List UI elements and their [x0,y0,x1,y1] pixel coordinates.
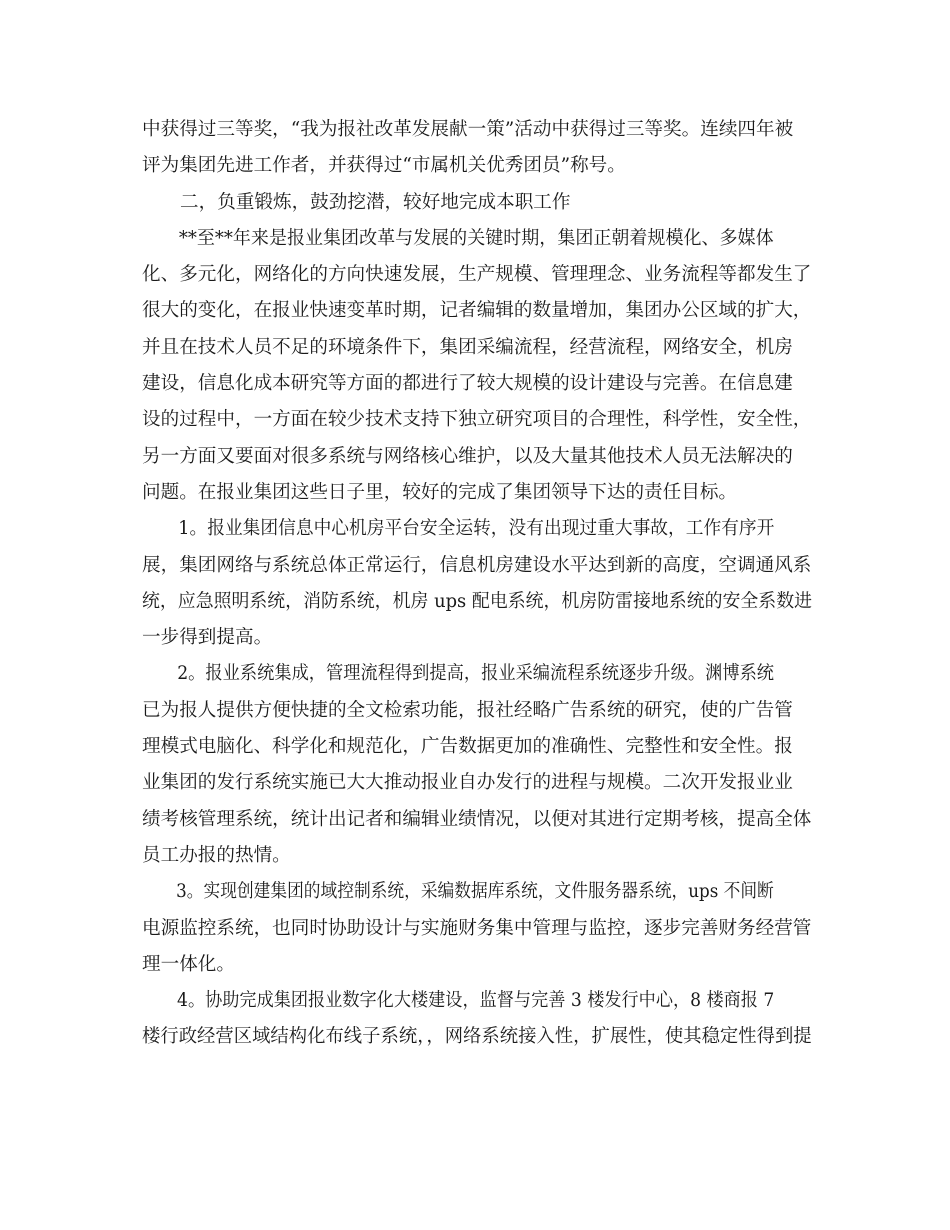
text-line: 评为集团先进工作者，并获得过“市属机关优秀团员”称号。 [142,155,626,177]
text-line: 展，集团网络与系统总体正常运行，信息机房建设水平达到新的高度，空调通风系 [142,554,812,576]
text-line: 统，应急照明系统，消防系统，机房 ups 配电系统，机房防雷接地系统的安全系数进 [142,590,812,612]
text-line: 很大的变化，在报业快速变革时期，记者编辑的数量增加，集团办公区域的扩大， [142,300,812,322]
text-line: 3。实现创建集团的域控制系统，采编数据库系统，文件服务器系统，ups 不间断 [176,881,774,903]
text-line: 设的过程中，一方面在较少技术支持下独立研究项目的合理性，科学性，安全性， [142,409,812,431]
text-line: 理模式电脑化、科学化和规范化，广告数据更加的准确性、完整性和安全性。报 [142,736,793,758]
text-line: 二，负重锻炼，鼓劲挖潜，较好地完成本职工作 [180,191,571,213]
text-line: 1。报业集团信息中心机房平台安全运转，没有出现过重大事故，工作有序开 [178,518,775,540]
text-line: 建设，信息化成本研究等方面的都进行了较大规模的设计建设与完善。在信息建 [142,373,793,395]
text-line: 理一体化。 [142,953,235,975]
text-line: 中获得过三等奖，“我为报社改革发展献一策”活动中获得过三等奖。连续四年被 [142,119,794,140]
text-line: **至**年来是报业集团改革与发展的关键时期，集团正朝着规模化、多媒体 [178,227,774,249]
text-line: 业集团的发行系统实施已大大推动报业自办发行的进程与规模。二次开发报业业 [142,772,793,794]
text-line: 已为报人提供方便快捷的全文检索功能，报社经略广告系统的研究，使的广告管 [142,699,793,721]
text-line: 另一方面又要面对很多系统与网络核心维护，以及大量其他技术人员无法解决的 [142,445,793,467]
text-line: 楼行政经营区域结构化布线子系统，，网络系统接入性，扩展性，使其稳定性得到提 [142,1026,812,1048]
text-line: 化、多元化，网络化的方向快速发展，生产规模、管理理念、业务流程等都发生了 [142,264,812,286]
text-line: 问题。在报业集团这些日子里，较好的完成了集团领导下达的责任目标。 [142,481,738,503]
text-line: 绩考核管理系统，统计出记者和编辑业绩情况，以便对其进行定期考核，提高全体 [142,808,812,830]
text-line: 并且在技术人员不足的环境条件下，集团采编流程，经营流程，网络安全，机房 [142,336,793,358]
text-line: 一步得到提高。 [142,627,273,649]
text-line: 员工办报的热情。 [142,844,291,866]
text-line: 2。报业系统集成，管理流程得到提高，报业采编流程系统逐步升级。渊博系统 [177,663,775,685]
document-body [142,112,812,1056]
text-line: 电源监控系统，也同时协助设计与实施财务集中管理与监控，逐步完善财务经营管 [142,917,812,939]
text-line: 4。协助完成集团报业数字化大楼建设，监督与完善 3 楼发行中心，8 楼商报 7 [177,990,775,1012]
